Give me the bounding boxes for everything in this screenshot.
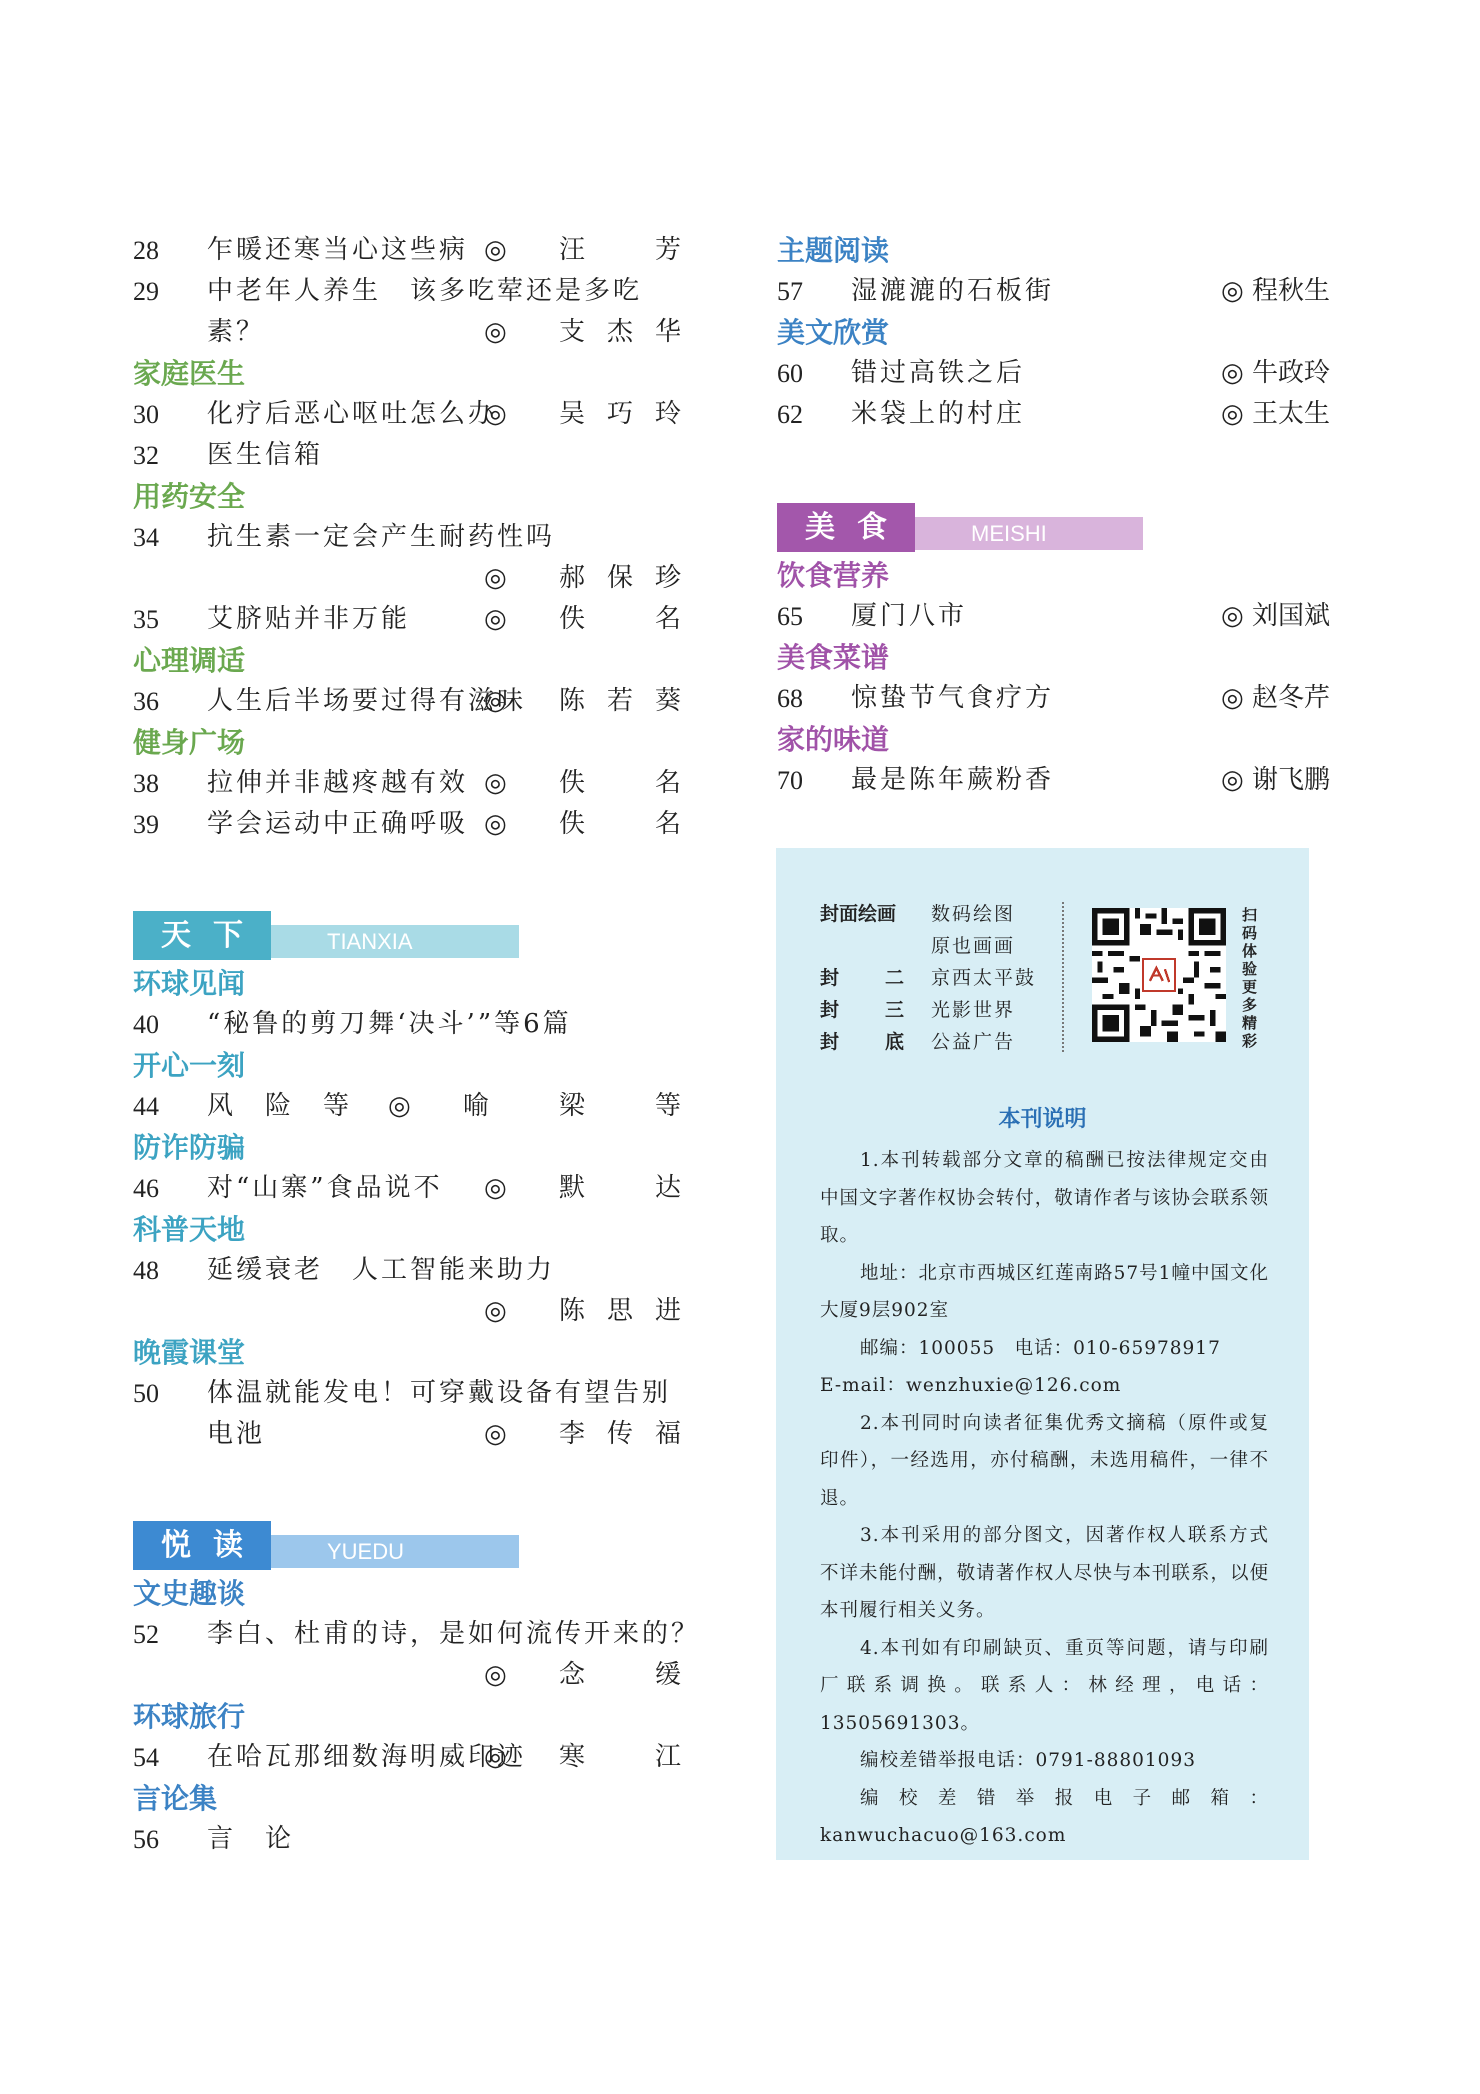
cover-credit-value: 原也画画 bbox=[931, 935, 1016, 957]
notice-paragraph: 地址：北京市西城区红莲南路57号1幢中国文化大厦9层902室 bbox=[820, 1262, 1269, 1321]
page-number: 29 bbox=[133, 277, 159, 306]
category-heading: 美文欣赏 bbox=[777, 316, 890, 349]
toc-entry-continuation[interactable] bbox=[133, 312, 703, 353]
page-number: 54 bbox=[133, 1743, 159, 1772]
article-title: “秘鲁的剪刀舞‘决斗’”等6篇 bbox=[207, 1009, 572, 1039]
cover-credit-value: 数码绘图 bbox=[931, 903, 1016, 925]
toc-entry-continuation[interactable] bbox=[133, 1655, 703, 1696]
article-author: ◎ 佚 名 bbox=[484, 768, 703, 798]
section-banner-yuedu bbox=[133, 1521, 681, 1570]
toc-entry[interactable] bbox=[133, 1819, 681, 1860]
page-number: 32 bbox=[133, 441, 159, 470]
left-column bbox=[133, 230, 703, 1860]
page-number: 44 bbox=[133, 1092, 159, 1121]
category-heading: 文史趣谈 bbox=[133, 1577, 246, 1610]
cover-credit-key: 封三 bbox=[820, 999, 951, 1021]
category-heading: 环球旅行 bbox=[133, 1700, 246, 1733]
cover-credit-key: 封底 bbox=[820, 1031, 951, 1053]
category-heading: 心理调适 bbox=[133, 644, 246, 677]
article-author: ◎ 佚 名 bbox=[484, 604, 703, 634]
article-title: 医生信箱 bbox=[207, 440, 324, 470]
toc-entry[interactable] bbox=[777, 760, 1330, 801]
right-column bbox=[777, 230, 1330, 801]
page-number: 62 bbox=[777, 400, 803, 429]
category-heading: 健身广场 bbox=[133, 726, 246, 759]
notice-paragraph: 4.本刊如有印刷缺页、重页等问题，请与印刷厂联系调换。联系人：林经理，电话：13505691303。 bbox=[820, 1637, 1269, 1734]
toc-entry[interactable] bbox=[133, 230, 703, 271]
notice-paragraph: E-mail：wenzhuxie@126.com bbox=[820, 1375, 1122, 1396]
toc-entry[interactable] bbox=[133, 599, 703, 640]
article-title: 最是陈年蕨粉香 bbox=[851, 765, 1055, 795]
article-author: ◎ 谢飞鹏 bbox=[1221, 765, 1330, 795]
article-author: ◎ 汪 芳 bbox=[484, 235, 703, 265]
article-title: 拉伸并非越疼越有效 bbox=[207, 768, 469, 798]
article-title: 风 险 等 bbox=[207, 1091, 353, 1121]
toc-entry-continuation[interactable] bbox=[133, 558, 703, 599]
article-title: 化疗后恶心呕吐怎么办 bbox=[207, 399, 498, 429]
toc-entry[interactable] bbox=[133, 517, 681, 558]
health-section bbox=[133, 230, 703, 845]
notice-paragraph: 邮编：100055 电话：010-65978917 bbox=[860, 1337, 1221, 1359]
page-number: 65 bbox=[777, 602, 803, 631]
cover-credit-value: 公益广告 bbox=[931, 1031, 1016, 1053]
toc-entry[interactable] bbox=[133, 1737, 703, 1778]
page-number: 46 bbox=[133, 1174, 159, 1203]
meishi-section bbox=[777, 503, 1330, 801]
cover-credit-key: 封面绘画 bbox=[820, 903, 897, 925]
toc-entry[interactable] bbox=[133, 681, 703, 722]
section-pinyin: YUEDU bbox=[237, 1535, 519, 1568]
article-author: ◎ 寒 江 bbox=[484, 1742, 703, 1772]
article-author: ◎ 王太生 bbox=[1221, 399, 1330, 429]
article-title: 在哈瓦那细数海明威印迹 bbox=[207, 1742, 527, 1772]
article-title: 学会运动中正确呼吸 bbox=[207, 809, 469, 839]
article-title: 延缓衰老 人工智能来助力 bbox=[207, 1255, 556, 1285]
journal-info-box bbox=[776, 848, 1309, 1860]
category-heading: 主题阅读 bbox=[777, 234, 890, 267]
toc-entry[interactable] bbox=[133, 394, 703, 435]
article-title: 中老年人养生 该多吃荤还是多吃 bbox=[207, 276, 643, 306]
page-number: 28 bbox=[133, 236, 159, 265]
article-title: 李白、杜甫的诗，是如何流传开来的？ bbox=[207, 1619, 701, 1649]
toc-entry[interactable] bbox=[133, 1373, 681, 1414]
article-author: ◎ 程秋生 bbox=[1221, 276, 1330, 306]
page-number: 36 bbox=[133, 687, 159, 716]
category-heading: 科普天地 bbox=[133, 1213, 246, 1246]
cover-credit-value: 京西太平鼓 bbox=[931, 967, 1037, 989]
page-number: 70 bbox=[777, 766, 803, 795]
yuedu-section bbox=[133, 1521, 703, 1860]
notice-paragraph: 编校差错举报电子邮箱：kanwuchacuo@163.com bbox=[820, 1787, 1269, 1846]
cover-credit-value: 光影世界 bbox=[931, 999, 1016, 1021]
scan-hint: 扫码体验更多精彩 bbox=[1242, 906, 1258, 1050]
article-author: ◎ 吴巧玲 bbox=[484, 399, 703, 429]
section-label: 悦读 bbox=[133, 1521, 271, 1570]
section-banner-meishi bbox=[777, 503, 1330, 552]
toc-entry[interactable] bbox=[777, 678, 1330, 719]
page-number: 52 bbox=[133, 1620, 159, 1649]
article-author: ◎ 念 缓 bbox=[484, 1660, 703, 1690]
category-heading: 晚霞课堂 bbox=[133, 1336, 246, 1369]
article-title-continued: 素？ bbox=[207, 317, 266, 347]
toc-entry[interactable] bbox=[133, 435, 681, 476]
article-author: ◎ 牛政玲 bbox=[1221, 358, 1330, 388]
category-heading: 家的味道 bbox=[777, 723, 890, 756]
toc-entry[interactable] bbox=[777, 353, 1330, 394]
page-number: 35 bbox=[133, 605, 159, 634]
category-heading: 美食菜谱 bbox=[777, 641, 890, 674]
article-author: ◎ 李传福 bbox=[484, 1419, 703, 1449]
qr-code-icon[interactable] bbox=[1092, 908, 1226, 1042]
section-label: 天下 bbox=[133, 911, 271, 960]
toc-entry[interactable] bbox=[133, 1086, 703, 1127]
page-number: 38 bbox=[133, 769, 159, 798]
toc-entry[interactable] bbox=[777, 596, 1330, 637]
article-title: 错过高铁之后 bbox=[851, 358, 1026, 388]
article-title: 惊蛰节气食疗方 bbox=[851, 683, 1055, 713]
article-title-continued: 电池 bbox=[207, 1419, 266, 1449]
toc-entry[interactable] bbox=[133, 763, 703, 804]
article-author: ◎ 支杰华 bbox=[484, 317, 703, 347]
toc-entry[interactable] bbox=[133, 1614, 701, 1655]
page-number: 68 bbox=[777, 684, 803, 713]
toc-entry[interactable] bbox=[133, 271, 681, 312]
notice-paragraph: 编校差错举报电话：0791-88801093 bbox=[860, 1750, 1196, 1771]
page-number: 57 bbox=[777, 277, 803, 306]
category-heading: 环球见闻 bbox=[133, 967, 246, 1000]
page-number: 34 bbox=[133, 523, 159, 552]
article-author: ◎ 喻 梁 等 bbox=[388, 1091, 703, 1121]
cover-credit-key: 封二 bbox=[820, 967, 951, 989]
article-title: 抗生素一定会产生耐药性吗 bbox=[207, 522, 556, 552]
category-heading: 开心一刻 bbox=[133, 1049, 246, 1082]
toc-entry[interactable] bbox=[133, 1250, 681, 1291]
toc-entry[interactable] bbox=[777, 271, 1330, 312]
reading-section bbox=[777, 230, 1330, 435]
category-heading: 防诈防骗 bbox=[133, 1131, 246, 1164]
page-number: 48 bbox=[133, 1256, 159, 1285]
category-heading: 饮食营养 bbox=[777, 559, 890, 592]
notice-paragraph: 1.本刊转载部分文章的稿酬已按法律规定交由中国文字著作权协会转付，敬请作者与该协会联系领取。 bbox=[820, 1150, 1269, 1246]
article-title: 乍暖还寒当心这些病 bbox=[207, 235, 469, 265]
page-number: 30 bbox=[133, 400, 159, 429]
section-label: 美食 bbox=[777, 503, 915, 552]
article-author: ◎ 陈若葵 bbox=[484, 686, 703, 716]
notice-paragraph: 3.本刊采用的部分图文，因著作权人联系方式不详未能付酬，敬请著作权人尽快与本刊联系，以便本刊履行相关义务。 bbox=[820, 1525, 1269, 1621]
notice-paragraph: 2.本刊同时向读者征集优秀文摘稿（原件或复印件），一经选用，亦付稿酬，未选用稿件，一律不退。 bbox=[820, 1412, 1269, 1509]
page-number: 39 bbox=[133, 810, 159, 839]
article-title: 言 论 bbox=[207, 1824, 295, 1854]
dotted-divider bbox=[1062, 902, 1064, 1052]
notice-title: 本刊说明 bbox=[998, 1107, 1087, 1132]
article-title: 体温就能发电！可穿戴设备有望告别 bbox=[207, 1378, 672, 1408]
article-title: 厦门八市 bbox=[851, 601, 968, 631]
article-author: ◎ 刘国斌 bbox=[1221, 601, 1330, 631]
category-heading: 言论集 bbox=[133, 1782, 218, 1815]
toc-entry-continuation[interactable] bbox=[133, 1291, 703, 1332]
page-number: 40 bbox=[133, 1010, 159, 1039]
section-pinyin: TIANXIA bbox=[237, 925, 519, 958]
toc-entry[interactable] bbox=[133, 1004, 681, 1045]
page-number: 50 bbox=[133, 1379, 159, 1408]
page-number: 56 bbox=[133, 1825, 159, 1854]
article-author: ◎ 佚 名 bbox=[484, 809, 703, 839]
article-title: 对“山寨”食品说不 bbox=[207, 1173, 443, 1203]
toc-entry[interactable] bbox=[133, 1168, 703, 1209]
section-pinyin: MEISHI bbox=[881, 517, 1143, 550]
notice-body bbox=[820, 1142, 1269, 1855]
section-banner-tianxia bbox=[133, 911, 681, 960]
article-author: ◎ 郝保珍 bbox=[484, 563, 703, 593]
toc-entry[interactable] bbox=[777, 394, 1330, 435]
article-author: ◎ 赵冬芹 bbox=[1221, 683, 1330, 713]
category-heading: 家庭医生 bbox=[133, 357, 246, 390]
article-author: ◎ 默 达 bbox=[484, 1173, 703, 1203]
toc-entry-continuation[interactable] bbox=[133, 1414, 703, 1455]
toc-entry[interactable] bbox=[133, 804, 703, 845]
article-title: 艾脐贴并非万能 bbox=[207, 604, 411, 634]
page-number: 60 bbox=[777, 359, 803, 388]
tianxia-section bbox=[133, 911, 703, 1455]
category-heading: 用药安全 bbox=[133, 480, 246, 513]
article-title: 米袋上的村庄 bbox=[851, 399, 1026, 429]
article-title: 人生后半场要过得有滋味 bbox=[207, 686, 527, 716]
article-author: ◎ 陈思进 bbox=[484, 1296, 703, 1326]
article-title: 湿漉漉的石板街 bbox=[851, 276, 1055, 306]
